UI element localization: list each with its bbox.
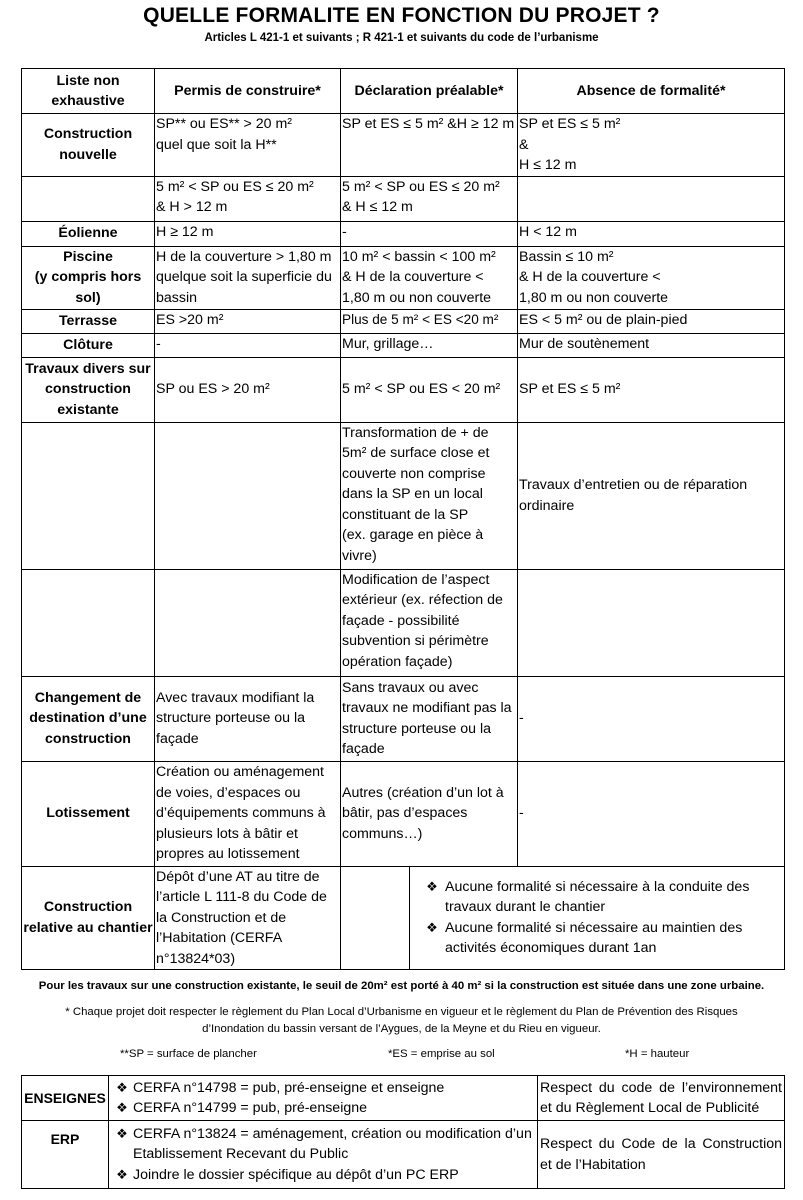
row-label-empty bbox=[22, 422, 155, 569]
cell-dp: 5 m² < SP ou ES < 20 m² bbox=[341, 357, 518, 422]
row-label-piscine: Piscine (y compris hors sol) bbox=[34, 248, 142, 306]
erp-list bbox=[111, 1124, 535, 1186]
bullet-icon: ❖ bbox=[426, 878, 438, 894]
enseignes-erp-table bbox=[21, 1075, 785, 1189]
row-label-terrasse: Terrasse bbox=[22, 309, 155, 333]
header-list: Liste non exhaustive bbox=[22, 69, 155, 114]
table-row bbox=[22, 333, 785, 357]
bullet-icon: ❖ bbox=[116, 1079, 128, 1095]
cell-dp: Modification de l’aspect extérieur (ex. réfection de façade - possibilité subvention si périmètre opération façade) bbox=[341, 569, 518, 676]
cell-pc-empty bbox=[155, 422, 341, 569]
table-row bbox=[22, 1121, 785, 1189]
list-item: ❖ Aucune formalité si nécessaire au maintien des activités économiques durant 1an bbox=[419, 918, 783, 959]
cell-dp: Plus de 5 m² < ES <20 m² bbox=[341, 309, 518, 333]
table-row bbox=[22, 176, 785, 221]
table-row bbox=[22, 114, 785, 177]
bullet-icon: ❖ bbox=[116, 1166, 128, 1182]
bullet-icon: ❖ bbox=[426, 919, 438, 935]
cell-none: H < 12 m bbox=[518, 221, 785, 246]
abbr-h: *H = hauteur bbox=[625, 1048, 690, 1060]
row-label-cloture: Clôture bbox=[22, 333, 155, 357]
row-label-empty bbox=[22, 176, 155, 221]
cell-dp: Transformation de + de 5m² de surface close et couverte non comprise dans la SP en un local constituant de la SP (ex. garage en pièce à vivre) bbox=[342, 424, 490, 564]
cell-pc-empty bbox=[155, 569, 341, 676]
bullet-icon: ❖ bbox=[116, 1125, 128, 1141]
cell-none: - bbox=[518, 761, 785, 866]
table-row bbox=[22, 309, 785, 333]
row-label-travaux-divers: Travaux divers sur construction existante bbox=[22, 357, 155, 422]
row-label-empty bbox=[22, 569, 155, 676]
enseignes-respect: Respect du code de l’environnement et du Règlement Local de Publicité bbox=[538, 1076, 785, 1121]
page-title: QUELLE FORMALITE EN FONCTION DU PROJET ? bbox=[143, 4, 660, 27]
cell-dp: SP et ES ≤ 5 m² &H ≥ 12 m bbox=[342, 116, 515, 132]
cell-none: Travaux d’entretien ou de réparation ordinaire bbox=[518, 422, 785, 569]
row-label-changement: Changement de destination d’une construction bbox=[22, 676, 155, 761]
row-label-eolienne: Éolienne bbox=[22, 221, 155, 246]
header-declaration: Déclaration préalable* bbox=[341, 69, 518, 114]
cell-pc: ES >20 m² bbox=[155, 309, 341, 333]
list-item: ❖ Aucune formalité si nécessaire à la conduite des travaux durant le chantier bbox=[419, 877, 783, 918]
cell-none: SP et ES ≤ 5 m² & H ≤ 12 m bbox=[519, 116, 621, 173]
erp-respect: Respect du Code de la Construction et de l’Habitation bbox=[538, 1121, 785, 1189]
table-row bbox=[22, 1076, 785, 1121]
table-row bbox=[22, 357, 785, 422]
abbr-sp: **SP = surface de plancher bbox=[120, 1048, 257, 1060]
cell-none: Mur de soutènement bbox=[518, 333, 785, 357]
table-row bbox=[22, 676, 785, 761]
cell-none-empty bbox=[518, 176, 785, 221]
cell-pc: H de la couverture > 1,80 m quelque soit la superficie du bassin bbox=[155, 246, 341, 309]
cell-dp: 10 m² < bassin < 100 m² & H de la couverture < 1,80 m ou non couverte bbox=[342, 248, 496, 306]
label-erp: ERP bbox=[22, 1121, 109, 1189]
table-row bbox=[22, 246, 785, 309]
cell-pc: 5 m² < SP ou ES ≤ 20 m² & H > 12 m bbox=[156, 178, 314, 215]
cell-none: ES < 5 m² ou de plain-pied bbox=[518, 309, 785, 333]
chantier-bullet-list bbox=[411, 877, 783, 959]
row-label-lotissement: Lotissement bbox=[22, 761, 155, 866]
cell-none: - bbox=[518, 676, 785, 761]
row-label-construction-nouvelle: Construction nouvelle bbox=[22, 114, 155, 177]
cell-none: SP et ES ≤ 5 m² bbox=[518, 357, 785, 422]
header-permis: Permis de construire* bbox=[155, 69, 341, 114]
page-subtitle: Articles L 421-1 et suivants ; R 421-1 et suivants du code de l’urbanisme bbox=[204, 32, 599, 44]
header-absence: Absence de formalité* bbox=[518, 69, 785, 114]
cell-pc: Création ou aménagement de voies, d’espaces ou d’équipements communs à plusieurs lots à bâtir et propres au lotissement bbox=[155, 761, 341, 866]
table-row bbox=[22, 761, 785, 866]
list-item: ❖ CERFA n°13824 = aménagement, création ou modification d’un Etablissement Recevant du Public bbox=[111, 1124, 535, 1165]
cell-pc: SP ou ES > 20 m² bbox=[155, 357, 341, 422]
enseignes-list bbox=[111, 1078, 535, 1119]
cell-dp: Sans travaux ou avec travaux ne modifiant pas la structure porteuse ou la façade bbox=[341, 676, 518, 761]
cell-pc: - bbox=[155, 333, 341, 357]
note-plu: * Chaque projet doit respecter le règlement du Plan Local d’Urbanisme en vigueur et le règlement du Plan de Prévention des Risques d’Inondation du bassin versant de l’Aygues, de la Meyne et du Rieu en vigueur. bbox=[65, 1006, 738, 1035]
list-item: ❖ Joindre le dossier spécifique au dépôt d’un PC ERP bbox=[111, 1165, 535, 1186]
cell-pc: Avec travaux modifiant la structure porteuse ou la façade bbox=[155, 676, 341, 761]
cell-pc: SP** ou ES** > 20 m² quel que soit la H** bbox=[156, 116, 293, 153]
cell-none: Bassin ≤ 10 m² & H de la couverture < 1,80 m ou non couverte bbox=[519, 248, 669, 306]
table-row bbox=[22, 221, 785, 246]
table-header-row bbox=[22, 69, 785, 114]
abbr-es: *ES = emprise au sol bbox=[388, 1048, 495, 1060]
cell-pc: H ≥ 12 m bbox=[155, 221, 341, 246]
cell-pc bbox=[155, 866, 341, 970]
formalities-table bbox=[21, 68, 785, 970]
table-row bbox=[22, 866, 785, 970]
list-item: ❖ CERFA n°14798 = pub, pré-enseigne et enseigne bbox=[111, 1078, 535, 1099]
table-row bbox=[22, 422, 785, 569]
cell-dp: 5 m² < SP ou ES ≤ 20 m² & H ≤ 12 m bbox=[342, 178, 500, 215]
cell-dp: Autres (création d’un lot à bâtir, pas d’espaces communs…) bbox=[341, 761, 518, 866]
row-label-chantier: Construction relative au chantier bbox=[22, 866, 155, 970]
note-seuil: Pour les travaux sur une construction existante, le seuil de 20m² est porté à 40 m² si la construction est située dans une zone urbaine. bbox=[38, 980, 765, 992]
cell-chantier-bullets bbox=[341, 866, 785, 970]
label-enseignes: ENSEIGNES bbox=[22, 1076, 109, 1121]
cell-dp: - bbox=[341, 221, 518, 246]
table-row bbox=[22, 569, 785, 676]
cell-pc-text: Dépôt d’une AT au titre de l’article L 111-8 du Code de la Construction et de l’Habitation (CERFA n°13824*03) bbox=[156, 868, 327, 967]
list-item: ❖ CERFA n°14799 = pub, pré-enseigne bbox=[111, 1098, 535, 1119]
cell-dp: Mur, grillage… bbox=[341, 333, 518, 357]
cell-none-empty bbox=[518, 569, 785, 676]
bullet-icon: ❖ bbox=[116, 1100, 128, 1115]
